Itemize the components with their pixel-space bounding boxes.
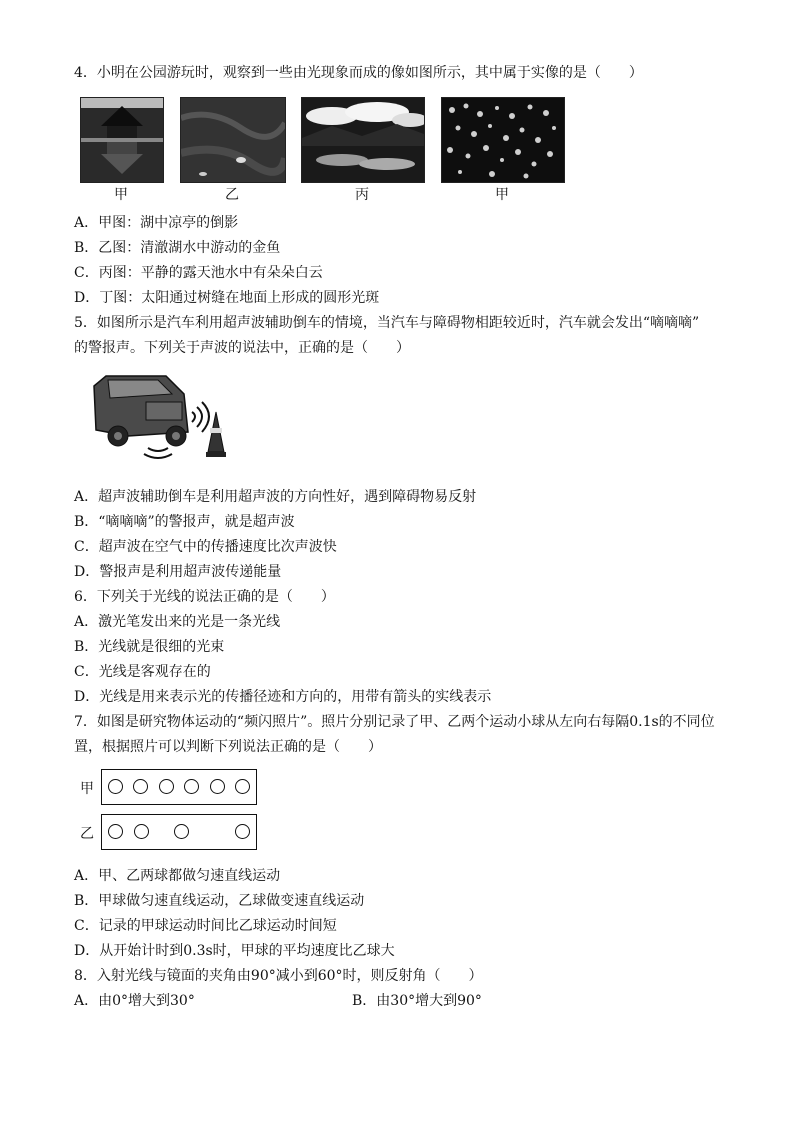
q4-stem: 4．小明在公园游玩时，观察到一些由光现象而成的像如图所示，其中属于实像的是（ ） [74, 65, 643, 81]
q5-stem-line2: 的警报声。下列关于声波的说法中，正确的是（ ） [74, 340, 410, 356]
q4-option-a: A．甲图：湖中凉亭的倒影 [74, 215, 239, 231]
q8-option-a: A．由0°增大到30° [74, 993, 195, 1009]
q7-stem-line1: 7．如图是研究物体运动的“频闪照片”。照片分别记录了甲、乙两个运动小球从左向右每隔0.1s的不同位 [74, 714, 715, 730]
q6-option-a: A．激光笔发出来的光是一条光线 [74, 614, 281, 630]
strobe-label-yi: 乙 [80, 826, 94, 842]
photo-jia-pavilion [80, 97, 164, 183]
q8-option-b: B．由30°增大到90° [352, 993, 482, 1009]
q7-option-b: B．甲球做匀速直线运动，乙球做变速直线运动 [74, 893, 365, 909]
q6-option-c: C．光线是客观存在的 [74, 664, 211, 680]
q7-option-d: D．从开始计时到0.3s时，甲球的平均速度比乙球大 [74, 943, 395, 959]
car-ultrasonic-illustration [88, 372, 238, 464]
strobe-label-jia: 甲 [80, 781, 94, 797]
q6-stem: 6．下列关于光线的说法正确的是（ ） [74, 589, 335, 605]
ball-jia [235, 779, 250, 794]
ball-yi [108, 824, 123, 839]
q4-option-d: D．丁图：太阳通过树缝在地面上形成的圆形光斑 [74, 290, 380, 306]
ball-jia [210, 779, 225, 794]
q5-option-a: A．超声波辅助倒车是利用超声波的方向性好，遇到障碍物易反射 [74, 489, 477, 505]
q6-option-b: B．光线就是很细的光束 [74, 639, 225, 655]
q7-stem-line2: 置，根据照片可以判断下列说法正确的是（ ） [74, 739, 382, 755]
caption-ding: 甲 [495, 187, 509, 203]
ball-jia [159, 779, 174, 794]
q5-option-d: D．警报声是利用超声波传递能量 [74, 564, 282, 580]
ball-yi [174, 824, 189, 839]
q6-option-d: D．光线是用来表示光的传播径迹和方向的，用带有箭头的实线表示 [74, 689, 492, 705]
ball-jia [184, 779, 199, 794]
strobe-strip-yi [101, 814, 257, 850]
strobe-strip-jia [101, 769, 257, 805]
q4-option-c: C．丙图：平静的露天池水中有朵朵白云 [74, 265, 323, 281]
q8-stem: 8．入射光线与镜面的夹角由90°减小到60°时，则反射角（ ） [74, 968, 483, 984]
q5-stem-line1: 5．如图所示是汽车利用超声波辅助倒车的情境，当汽车与障碍物相距较近时，汽车就会发出“嘀嘀嘀” [74, 315, 700, 331]
photo-yi-goldfish [180, 97, 286, 183]
q7-option-a: A．甲、乙两球都做匀速直线运动 [74, 868, 281, 884]
photo-bing-clouds [301, 97, 425, 183]
q5-option-c: C．超声波在空气中的传播速度比次声波快 [74, 539, 337, 555]
q7-option-c: C．记录的甲球运动时间比乙球运动时间短 [74, 918, 337, 934]
caption-jia: 甲 [114, 187, 128, 203]
ball-yi [134, 824, 149, 839]
q5-option-b: B．“嘀嘀嘀”的警报声，就是超声波 [74, 514, 295, 530]
caption-bing: 丙 [355, 187, 369, 203]
photo-ding-light-spots [441, 97, 565, 183]
caption-yi: 乙 [225, 187, 239, 203]
ball-yi [235, 824, 250, 839]
ball-jia [108, 779, 123, 794]
q4-option-b: B．乙图：清澈湖水中游动的金鱼 [74, 240, 281, 256]
ball-jia [133, 779, 148, 794]
